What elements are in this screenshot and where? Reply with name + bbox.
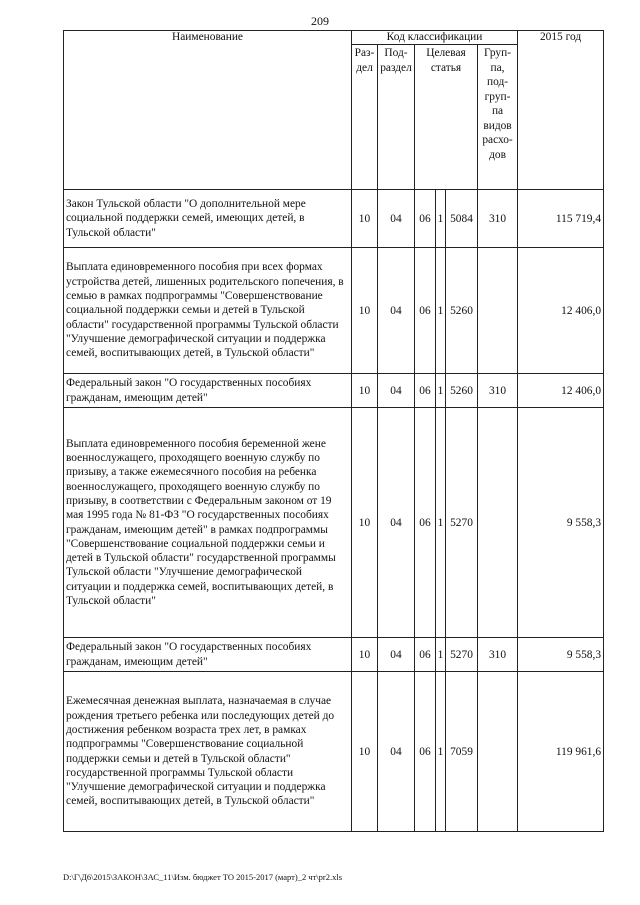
row-subsection: 04 xyxy=(378,190,415,248)
row-target-part3: 5260 xyxy=(446,374,478,408)
row-section: 10 xyxy=(352,248,378,374)
row-target-part2: 1 xyxy=(436,374,446,408)
table-row xyxy=(64,638,604,672)
row-group xyxy=(478,408,518,638)
row-target-part1: 06 xyxy=(415,374,436,408)
header-subsection: Под- раздел xyxy=(378,45,415,190)
row-target-part1: 06 xyxy=(415,638,436,672)
header-target: Целевая статья xyxy=(415,45,478,190)
row-subsection: 04 xyxy=(378,408,415,638)
table-row xyxy=(64,672,604,832)
row-group: 310 xyxy=(478,638,518,672)
row-target-part2: 1 xyxy=(436,248,446,374)
row-amount: 9 558,3 xyxy=(518,638,604,672)
row-section: 10 xyxy=(352,190,378,248)
table-row xyxy=(64,374,604,408)
budget-table xyxy=(63,30,604,832)
row-subsection: 04 xyxy=(378,374,415,408)
row-subsection: 04 xyxy=(378,248,415,374)
header-year: 2015 год xyxy=(518,31,604,190)
row-amount: 119 961,6 xyxy=(518,672,604,832)
row-section: 10 xyxy=(352,638,378,672)
row-amount: 12 406,0 xyxy=(518,248,604,374)
row-target-part2: 1 xyxy=(436,638,446,672)
header-name: Наименование xyxy=(64,31,352,190)
row-group xyxy=(478,248,518,374)
row-target-part3: 7059 xyxy=(446,672,478,832)
row-target-part1: 06 xyxy=(415,408,436,638)
table-row xyxy=(64,248,604,374)
row-target-part2: 1 xyxy=(436,190,446,248)
row-name: Федеральный закон "О государственных пособиях гражданам, имеющим детей" xyxy=(64,374,352,408)
row-target-part1: 06 xyxy=(415,190,436,248)
row-name: Закон Тульской области "О дополнительной мере социальной поддержки семей, имеющих детей, в Тульской области" xyxy=(64,190,352,248)
row-name: Ежемесячная денежная выплата, назначаемая в случае рождения третьего ребенка или последующих детей до достижения ребенком возраста трех лет, в рамках подпрограммы "Совершенствование социальной поддержки семьи и детей в Тульской области" государственной программы Тульской области "Улучшение демографической ситуации и поддержка семей, воспитывающих детей, в Тульской области" xyxy=(64,672,352,832)
table-row xyxy=(64,190,604,248)
row-target-part3: 5260 xyxy=(446,248,478,374)
row-group: 310 xyxy=(478,190,518,248)
footer-path: D:\Г\Д6\2015\ЗАКОН\ЗАС_11\Изм. бюджет ТО 2015-2017 (март)_2 чт\pr2.xls xyxy=(63,872,343,882)
header-code: Код классификации xyxy=(352,31,518,45)
row-target-part3: 5270 xyxy=(446,638,478,672)
row-group xyxy=(478,672,518,832)
header-section: Раз- дел xyxy=(352,45,378,190)
row-target-part2: 1 xyxy=(436,672,446,832)
header-group: Груп- па, под- груп- па видов расхо- дов xyxy=(478,45,518,190)
row-amount: 115 719,4 xyxy=(518,190,604,248)
row-target-part3: 5270 xyxy=(446,408,478,638)
row-section: 10 xyxy=(352,374,378,408)
row-target-part1: 06 xyxy=(415,672,436,832)
row-group: 310 xyxy=(478,374,518,408)
row-target-part3: 5084 xyxy=(446,190,478,248)
row-section: 10 xyxy=(352,408,378,638)
row-amount: 9 558,3 xyxy=(518,408,604,638)
row-amount: 12 406,0 xyxy=(518,374,604,408)
row-name: Выплата единовременного пособия беременной жене военнослужащего, проходящего военную службу по призыву, а также ежемесячного пособия на ребенка военнослужащего, проходящего военную службу по призыву, в соответствии с Федеральным законом от 19 мая 1995 года № 81-ФЗ "О государственных пособиях гражданам, имеющим детей" в рамках подпрограммы "Совершенствование социальной поддержки семьи и детей в Тульской области" государственной программы Тульской области "Улучшение демографической ситуации и поддержка семей, воспитывающих детей, в Тульской области" xyxy=(64,408,352,638)
row-name: Выплата единовременного пособия при всех формах устройства детей, лишенных родительского попечения, в семью в рамках подпрограммы "Совершенствование социальной поддержки семьи и детей в Тульской области" государственной программы Тульской области "Улучшение демографической ситуации и поддержка семей, воспитывающих детей, в Тульской области" xyxy=(64,248,352,374)
row-subsection: 04 xyxy=(378,672,415,832)
row-subsection: 04 xyxy=(378,638,415,672)
page-number: 209 xyxy=(311,14,329,28)
table-row xyxy=(64,408,604,638)
row-section: 10 xyxy=(352,672,378,832)
row-target-part1: 06 xyxy=(415,248,436,374)
row-target-part2: 1 xyxy=(436,408,446,638)
row-name: Федеральный закон "О государственных пособиях гражданам, имеющим детей" xyxy=(64,638,352,672)
